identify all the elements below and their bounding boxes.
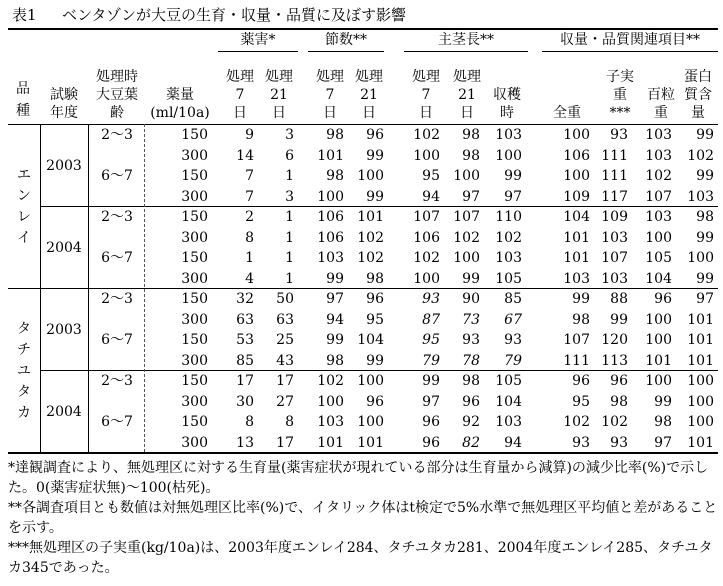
value-cell: 8: [245, 414, 254, 430]
value-cell: 103: [495, 414, 522, 430]
value-cell: 3: [285, 188, 294, 205]
value-cell: 90: [462, 291, 480, 307]
value-cell: 97: [504, 188, 522, 205]
variety-char: イ: [17, 230, 31, 246]
value-cell: 17: [276, 434, 294, 451]
year-cell: 2003: [46, 157, 82, 174]
column-header-line: 処理: [355, 69, 383, 85]
dose-cell: 300: [181, 393, 208, 410]
value-cell: 100: [357, 414, 384, 430]
year-column-rule: [88, 124, 89, 452]
variety-char: タ: [17, 320, 31, 337]
value-cell: 97: [696, 291, 714, 307]
column-header-stage: [90, 68, 144, 122]
value-cell: 96: [610, 373, 628, 389]
value-cell: 98: [462, 147, 480, 164]
column-header-line: ***: [609, 105, 631, 121]
value-cell: 100: [453, 250, 480, 266]
value-cell: 102: [357, 250, 384, 266]
value-cell: 17: [276, 373, 294, 389]
value-cell: 102: [317, 373, 344, 389]
column-header-totalWeight: [538, 104, 596, 122]
variety-char: レ: [17, 209, 31, 225]
column-header-line: 7: [325, 87, 335, 103]
stage-cell: 6～7: [101, 332, 133, 348]
value-cell: 79: [504, 352, 522, 369]
value-cell: 96: [366, 127, 384, 143]
header-bottom-rule: [8, 124, 718, 125]
column-header-line: 齢: [110, 105, 124, 121]
table-caption: [12, 4, 406, 25]
value-cell: 102: [453, 229, 480, 246]
value-cell: 100: [687, 250, 714, 266]
stage-cell: 6～7: [101, 168, 133, 184]
value-cell: 99: [366, 188, 384, 205]
value-cell: 102: [413, 250, 440, 266]
stage-cell: 2～3: [101, 373, 133, 389]
value-cell: 104: [357, 332, 384, 348]
value-cell: 3: [285, 127, 294, 143]
value-cell: 93: [572, 434, 590, 451]
footnote-yield: ***無処理区の子実重(kg/10a)は、2003年度エンレイ284、タチユタカ281、2004年度エンレイ285、タチユタカ345であった。: [8, 540, 713, 576]
column-header-line: 日: [323, 105, 337, 121]
value-cell: 102: [687, 147, 714, 164]
value-cell: 107: [601, 250, 628, 266]
stage-cell: 2～3: [101, 291, 133, 307]
value-cell: 100: [563, 127, 590, 143]
column-header-line: 重: [654, 105, 668, 121]
value-cell: 94: [326, 311, 344, 328]
value-cell: 100: [317, 393, 344, 410]
year-divider: [40, 206, 718, 207]
value-cell: 100: [687, 393, 714, 410]
value-cell: 99: [610, 311, 628, 328]
column-header-node7: [312, 68, 348, 122]
value-cell: 106: [563, 147, 590, 164]
year-divider: [40, 370, 718, 371]
value-cell: 98: [696, 209, 714, 225]
value-cell: 79: [422, 352, 440, 369]
column-header-line: 薬量: [166, 87, 194, 103]
dose-cell: 150: [181, 291, 208, 307]
value-cell: 100: [413, 147, 440, 164]
variety-cell: [16, 165, 32, 249]
value-cell: 78: [462, 352, 480, 369]
dose-cell: 150: [181, 168, 208, 184]
value-cell: 100: [563, 168, 590, 184]
value-cell: 8: [285, 414, 294, 430]
dose-cell: 300: [181, 311, 208, 328]
column-header-line: 処理: [265, 69, 293, 85]
value-cell: 1: [285, 209, 294, 225]
value-cell: 101: [357, 434, 384, 451]
value-cell: 2: [245, 209, 254, 225]
column-header-injury7: [222, 68, 258, 122]
value-cell: 96: [366, 291, 384, 307]
value-cell: 111: [601, 147, 628, 164]
value-cell: 100: [687, 414, 714, 430]
column-header-line: 処理: [412, 69, 440, 85]
column-group-header: 主茎長**: [438, 32, 494, 48]
column-header-hundred: [642, 86, 680, 122]
value-cell: 95: [422, 332, 440, 348]
dose-cell: 300: [181, 229, 208, 246]
value-cell: 95: [572, 393, 590, 410]
value-cell: 14: [236, 147, 254, 164]
value-cell: 105: [495, 270, 522, 287]
value-cell: 6: [285, 147, 294, 164]
dose-cell: 300: [181, 188, 208, 205]
dose-cell: 150: [181, 127, 208, 143]
value-cell: 103: [495, 250, 522, 266]
value-cell: 103: [645, 147, 672, 164]
value-cell: 88: [610, 291, 628, 307]
value-cell: 99: [696, 270, 714, 287]
value-cell: 73: [462, 311, 480, 328]
value-cell: 98: [654, 414, 672, 430]
value-cell: 101: [687, 311, 714, 328]
value-cell: 117: [601, 188, 628, 205]
column-header-injury21: [260, 68, 298, 122]
value-cell: 113: [601, 352, 628, 369]
variety-char: カ: [17, 404, 31, 421]
dose-cell: 150: [181, 332, 208, 348]
data-table: [8, 28, 718, 458]
variety-char: エ: [17, 167, 31, 183]
column-header-line: 子実: [606, 69, 634, 85]
value-cell: 103: [645, 209, 672, 225]
value-cell: 99: [654, 393, 672, 410]
value-cell: 99: [326, 270, 344, 287]
value-cell: 99: [696, 168, 714, 184]
value-cell: 109: [601, 209, 628, 225]
column-header-line: 時: [500, 105, 514, 121]
value-cell: 99: [366, 352, 384, 369]
group-underline: [542, 51, 718, 52]
column-header-line: 処理: [316, 69, 344, 85]
value-cell: 100: [645, 373, 672, 389]
column-header-stemHarvest: [486, 86, 528, 122]
value-cell: 104: [495, 393, 522, 410]
value-cell: 99: [326, 332, 344, 348]
value-cell: 53: [236, 332, 254, 348]
table-top-rule: [8, 28, 718, 30]
value-cell: 100: [687, 373, 714, 389]
dose-cell: 300: [181, 147, 208, 164]
value-cell: 101: [563, 229, 590, 246]
footnotes: [8, 458, 718, 578]
value-cell: 93: [504, 332, 522, 348]
value-cell: 94: [504, 434, 522, 451]
stage-cell: 6～7: [101, 250, 133, 266]
column-header-line: 百粒: [647, 87, 675, 103]
value-cell: 106: [317, 209, 344, 225]
column-header-line: 収穫: [493, 87, 521, 103]
value-cell: 98: [326, 168, 344, 184]
value-cell: 96: [422, 414, 440, 430]
value-cell: 103: [317, 250, 344, 266]
value-cell: 99: [504, 168, 522, 184]
stage-cell: 2～3: [101, 127, 133, 143]
value-cell: 98: [572, 311, 590, 328]
column-header-line: 種: [16, 103, 30, 119]
column-group-header: 収量・品質関連項目**: [560, 32, 700, 48]
value-cell: 100: [645, 332, 672, 348]
variety-cell: [16, 319, 32, 424]
dose-cell: 300: [181, 352, 208, 369]
value-cell: 98: [462, 373, 480, 389]
value-cell: 93: [610, 127, 628, 143]
value-cell: 102: [413, 127, 440, 143]
value-cell: 85: [504, 291, 522, 307]
value-cell: 104: [563, 209, 590, 225]
footnote-injury: *達観調査により、無処理区に対する生育量(薬害症状が現れている部分は生育量から減算)の減少比率(%)で示した。0(薬害症状無)～100(枯死)。: [8, 460, 709, 496]
column-header-stem21: [448, 68, 486, 122]
column-header-line: 日: [362, 105, 376, 121]
value-cell: 103: [601, 270, 628, 287]
column-header-line: 日: [460, 105, 474, 121]
value-cell: 97: [422, 393, 440, 410]
column-group-header: 薬害*: [240, 32, 276, 48]
value-cell: 97: [326, 291, 344, 307]
value-cell: 100: [357, 168, 384, 184]
value-cell: 97: [462, 188, 480, 205]
value-cell: 105: [645, 250, 672, 266]
column-header-line: 7: [421, 87, 431, 103]
column-header-line: 量: [691, 105, 705, 121]
value-cell: 25: [276, 332, 294, 348]
value-cell: 7: [245, 188, 254, 205]
dose-cell: 300: [181, 270, 208, 287]
value-cell: 4: [245, 270, 254, 287]
value-cell: 101: [687, 352, 714, 369]
value-cell: 103: [495, 127, 522, 143]
value-cell: 100: [495, 147, 522, 164]
value-cell: 104: [645, 270, 672, 287]
value-cell: 103: [687, 188, 714, 205]
stage-cell: 6～7: [101, 414, 133, 430]
dose-cell: 150: [181, 373, 208, 389]
value-cell: 1: [285, 250, 294, 266]
column-header-line: 日: [419, 105, 433, 121]
value-cell: 67: [504, 311, 522, 328]
value-cell: 95: [422, 168, 440, 184]
column-header-line: 日: [233, 105, 247, 121]
column-header-year: [40, 86, 88, 122]
value-cell: 101: [317, 147, 344, 164]
value-cell: 99: [462, 270, 480, 287]
value-cell: 13: [236, 434, 254, 451]
column-header-seedWeight: [598, 68, 642, 122]
value-cell: 100: [645, 229, 672, 246]
value-cell: 109: [563, 188, 590, 205]
value-cell: 63: [236, 311, 254, 328]
value-cell: 8: [245, 229, 254, 246]
group-underline: [308, 51, 384, 52]
value-cell: 111: [601, 168, 628, 184]
value-cell: 120: [601, 332, 628, 348]
value-cell: 93: [422, 291, 440, 307]
value-cell: 1: [285, 229, 294, 246]
column-header-line: 7: [235, 87, 245, 103]
value-cell: 99: [696, 127, 714, 143]
variety-divider: [8, 288, 718, 289]
value-cell: 100: [453, 168, 480, 184]
value-cell: 9: [245, 127, 254, 143]
group-underline: [404, 51, 528, 52]
value-cell: 98: [326, 352, 344, 369]
value-cell: 102: [601, 414, 628, 430]
value-cell: 101: [687, 332, 714, 348]
value-cell: 27: [276, 393, 294, 410]
value-cell: 63: [276, 311, 294, 328]
column-header-line: 質含: [684, 87, 712, 103]
value-cell: 98: [610, 393, 628, 410]
value-cell: 1: [245, 250, 254, 266]
column-header-line: 年度: [50, 105, 78, 121]
column-header-line: (ml/10a): [150, 105, 210, 121]
dose-cell: 150: [181, 250, 208, 266]
column-header-protein: [680, 68, 716, 122]
table-bottom-rule: [8, 452, 718, 454]
footnote-ratio: **各調査項目とも数値は対無処理区比率(%)で、イタリック体はt検定で5%水準で無処理区平均値と差があることを示す。: [8, 500, 718, 536]
value-cell: 101: [317, 434, 344, 451]
value-cell: 7: [245, 168, 254, 184]
column-header-line: 日: [272, 105, 286, 121]
value-cell: 100: [645, 311, 672, 328]
value-cell: 1: [285, 168, 294, 184]
year-cell: 2004: [46, 239, 82, 256]
value-cell: 95: [366, 311, 384, 328]
value-cell: 103: [563, 270, 590, 287]
value-cell: 106: [317, 229, 344, 246]
value-cell: 32: [236, 291, 254, 307]
value-cell: 94: [422, 188, 440, 205]
value-cell: 103: [645, 127, 672, 143]
year-cell: 2004: [46, 403, 82, 420]
column-header-line: 処理: [453, 69, 481, 85]
value-cell: 100: [357, 373, 384, 389]
value-cell: 101: [687, 434, 714, 451]
value-cell: 98: [462, 127, 480, 143]
value-cell: 107: [453, 209, 480, 225]
value-cell: 100: [317, 188, 344, 205]
variety-char: タ: [17, 383, 31, 400]
value-cell: 98: [326, 127, 344, 143]
value-cell: 93: [462, 332, 480, 348]
column-group-header: 節数**: [325, 32, 367, 48]
column-header-line: 重: [613, 87, 627, 103]
value-cell: 96: [366, 393, 384, 410]
value-cell: 110: [495, 209, 522, 225]
column-header-line: 蛋白: [684, 69, 712, 85]
value-cell: 43: [276, 352, 294, 369]
variety-char: ン: [17, 188, 31, 204]
value-cell: 111: [563, 352, 590, 369]
value-cell: 105: [495, 373, 522, 389]
variety-char: チ: [17, 341, 31, 358]
value-cell: 107: [413, 209, 440, 225]
value-cell: 107: [645, 188, 672, 205]
value-cell: 99: [572, 291, 590, 307]
value-cell: 1: [285, 270, 294, 287]
value-cell: 101: [563, 250, 590, 266]
column-header-stem7: [408, 68, 444, 122]
value-cell: 96: [422, 434, 440, 451]
value-cell: 30: [236, 393, 254, 410]
column-header-line: 処理時: [96, 69, 138, 85]
value-cell: 102: [495, 229, 522, 246]
group-underline: [218, 51, 298, 52]
value-cell: 101: [357, 209, 384, 225]
value-cell: 102: [357, 229, 384, 246]
stage-column-rule: [144, 124, 145, 452]
dose-cell: 150: [181, 209, 208, 225]
variety-char: ユ: [17, 362, 31, 379]
value-cell: 100: [413, 270, 440, 287]
value-cell: 98: [366, 270, 384, 287]
value-cell: 85: [236, 352, 254, 369]
value-cell: 102: [563, 414, 590, 430]
column-header-line: 試験: [50, 87, 78, 103]
column-header-variety: [8, 78, 38, 122]
table-title: ベンタゾンが大豆の生育・収量・品質に及ぼす影響: [62, 6, 406, 24]
value-cell: 97: [654, 434, 672, 451]
value-cell: 82: [462, 434, 480, 451]
stage-cell: 2～3: [101, 209, 133, 225]
value-cell: 92: [462, 414, 480, 430]
column-header-line: 21: [360, 87, 378, 103]
column-header-line: 21: [458, 87, 476, 103]
column-header-line: 大豆葉: [96, 87, 138, 103]
dose-cell: 300: [181, 434, 208, 451]
table-number: 表1: [12, 6, 37, 24]
value-cell: 102: [645, 168, 672, 184]
value-cell: 96: [654, 291, 672, 307]
value-cell: 96: [572, 373, 590, 389]
value-cell: 96: [462, 393, 480, 410]
value-cell: 99: [366, 147, 384, 164]
column-header-line: 処理: [226, 69, 254, 85]
year-cell: 2003: [46, 321, 82, 338]
value-cell: 50: [276, 291, 294, 307]
value-cell: 99: [696, 229, 714, 246]
value-cell: 99: [422, 373, 440, 389]
column-header-node21: [350, 68, 388, 122]
value-cell: 103: [317, 414, 344, 430]
value-cell: 93: [610, 434, 628, 451]
value-cell: 101: [645, 352, 672, 369]
value-cell: 103: [601, 229, 628, 246]
value-cell: 106: [413, 229, 440, 246]
dose-cell: 150: [181, 414, 208, 430]
value-cell: 87: [422, 311, 440, 328]
value-cell: 107: [563, 332, 590, 348]
column-header-dose: [145, 86, 215, 122]
column-header-line: 品: [16, 81, 30, 97]
column-header-line: 全重: [553, 105, 581, 121]
column-header-line: 21: [270, 87, 288, 103]
value-cell: 17: [236, 373, 254, 389]
